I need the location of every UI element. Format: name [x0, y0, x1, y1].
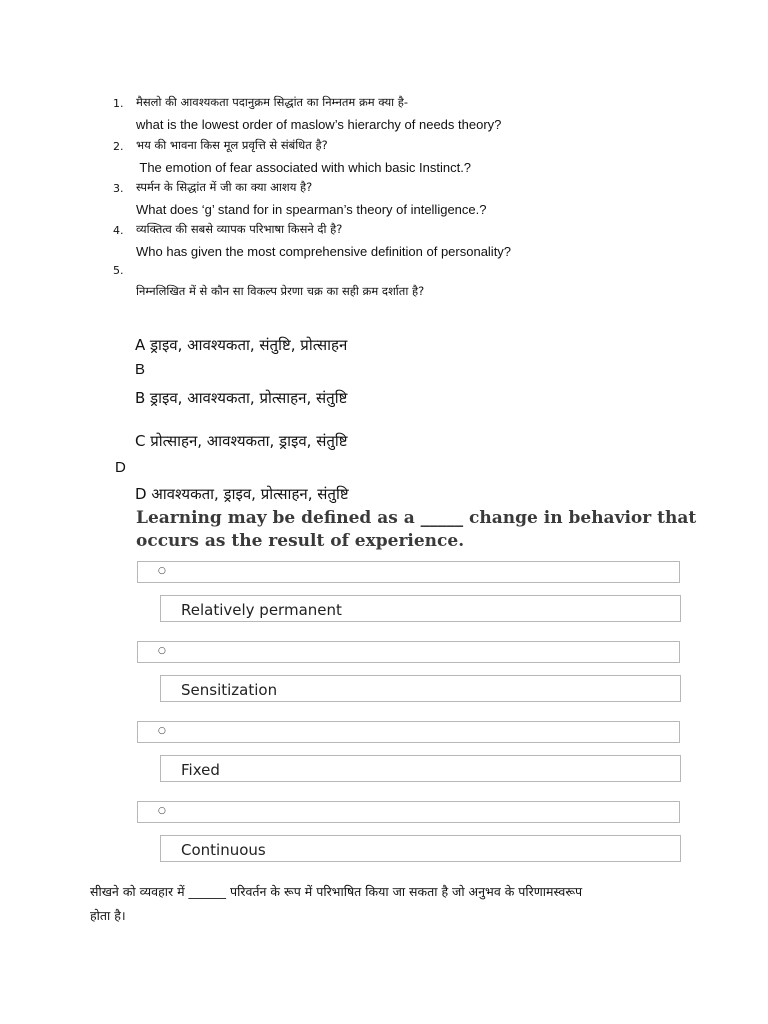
answer-label: Continuous [181, 841, 266, 859]
question-english: what is the lowest order of maslow’s hierarchy of needs theory? [136, 117, 502, 132]
question-hindi: स्पर्मन के सिद्धांत में जी का क्या आशय है? [136, 180, 313, 194]
option-d-letter: D [115, 459, 126, 476]
radio-circle-icon: ○ [158, 726, 166, 736]
radio-button[interactable] [137, 721, 680, 743]
option-b: B ड्राइव, आवश्यकता, प्रोत्साहन, संतुष्टि [135, 389, 348, 407]
radio-circle-icon: ○ [158, 646, 166, 656]
option-a: A ड्राइव, आवश्यकता, संतुष्टि, प्रोत्साहन [135, 336, 348, 354]
hindi-translation-line2: होता है। [90, 908, 126, 923]
hindi-translation-line1: सीखने को व्यवहार में ______ परिवर्तन के रूप में परिभाषित किया जा सकता है जो अनुभव के परिणामस्वरूप [90, 884, 583, 899]
answer-option-fixed[interactable] [160, 755, 681, 782]
question-number: 2. [113, 140, 124, 153]
hindi-translation [90, 880, 710, 928]
learning-question-line1: Learning may be defined as a _____ change in behavior that [136, 508, 697, 528]
question-number: 1. [113, 97, 124, 110]
option-b-letter: B [135, 361, 146, 378]
option-d: D आवश्यकता, ड्राइव, प्रोत्साहन, संतुष्टि [135, 485, 349, 503]
answer-option-relatively-permanent[interactable] [160, 595, 681, 622]
answer-label: Sensitization [181, 681, 278, 699]
question-english: The emotion of fear associated with which basic Instinct.? [136, 160, 472, 175]
question-english: Who has given the most comprehensive definition of personality? [136, 244, 512, 259]
radio-circle-icon: ○ [158, 806, 166, 816]
learning-question-line2: occurs as the result of experience. [136, 531, 465, 551]
answer-label: Fixed [181, 761, 220, 779]
answer-option-sensitization[interactable] [160, 675, 681, 702]
question-hindi: व्यक्तित्व की सबसे व्यापक परिभाषा किसने दी है? [136, 222, 343, 236]
option-c: C प्रोत्साहन, आवश्यकता, ड्राइव, संतुष्टि [135, 432, 348, 450]
question-hindi: भय की भावना किस मूल प्रवृत्ति से संबंधित है? [136, 138, 328, 152]
question-number: 5. [113, 264, 124, 277]
radio-button[interactable] [137, 561, 680, 583]
question-hindi: मैसलो की आवश्यकता पदानुक्रम सिद्धांत का निम्नतम क्रम क्या है- [136, 95, 409, 109]
question-hindi: निम्नलिखित में से कौन सा विकल्प प्रेरणा चक्र का सही क्रम दर्शाता है? [136, 284, 425, 298]
question-number: 4. [113, 224, 124, 237]
answer-label: Relatively permanent [181, 601, 342, 619]
answer-option-continuous[interactable] [160, 835, 681, 862]
radio-button[interactable] [137, 641, 680, 663]
question-english: What does ‘g’ stand for in spearman’s theory of intelligence.? [136, 202, 487, 217]
radio-circle-icon: ○ [158, 566, 166, 576]
learning-question [136, 507, 696, 553]
question-number: 3. [113, 182, 124, 195]
radio-button[interactable] [137, 801, 680, 823]
